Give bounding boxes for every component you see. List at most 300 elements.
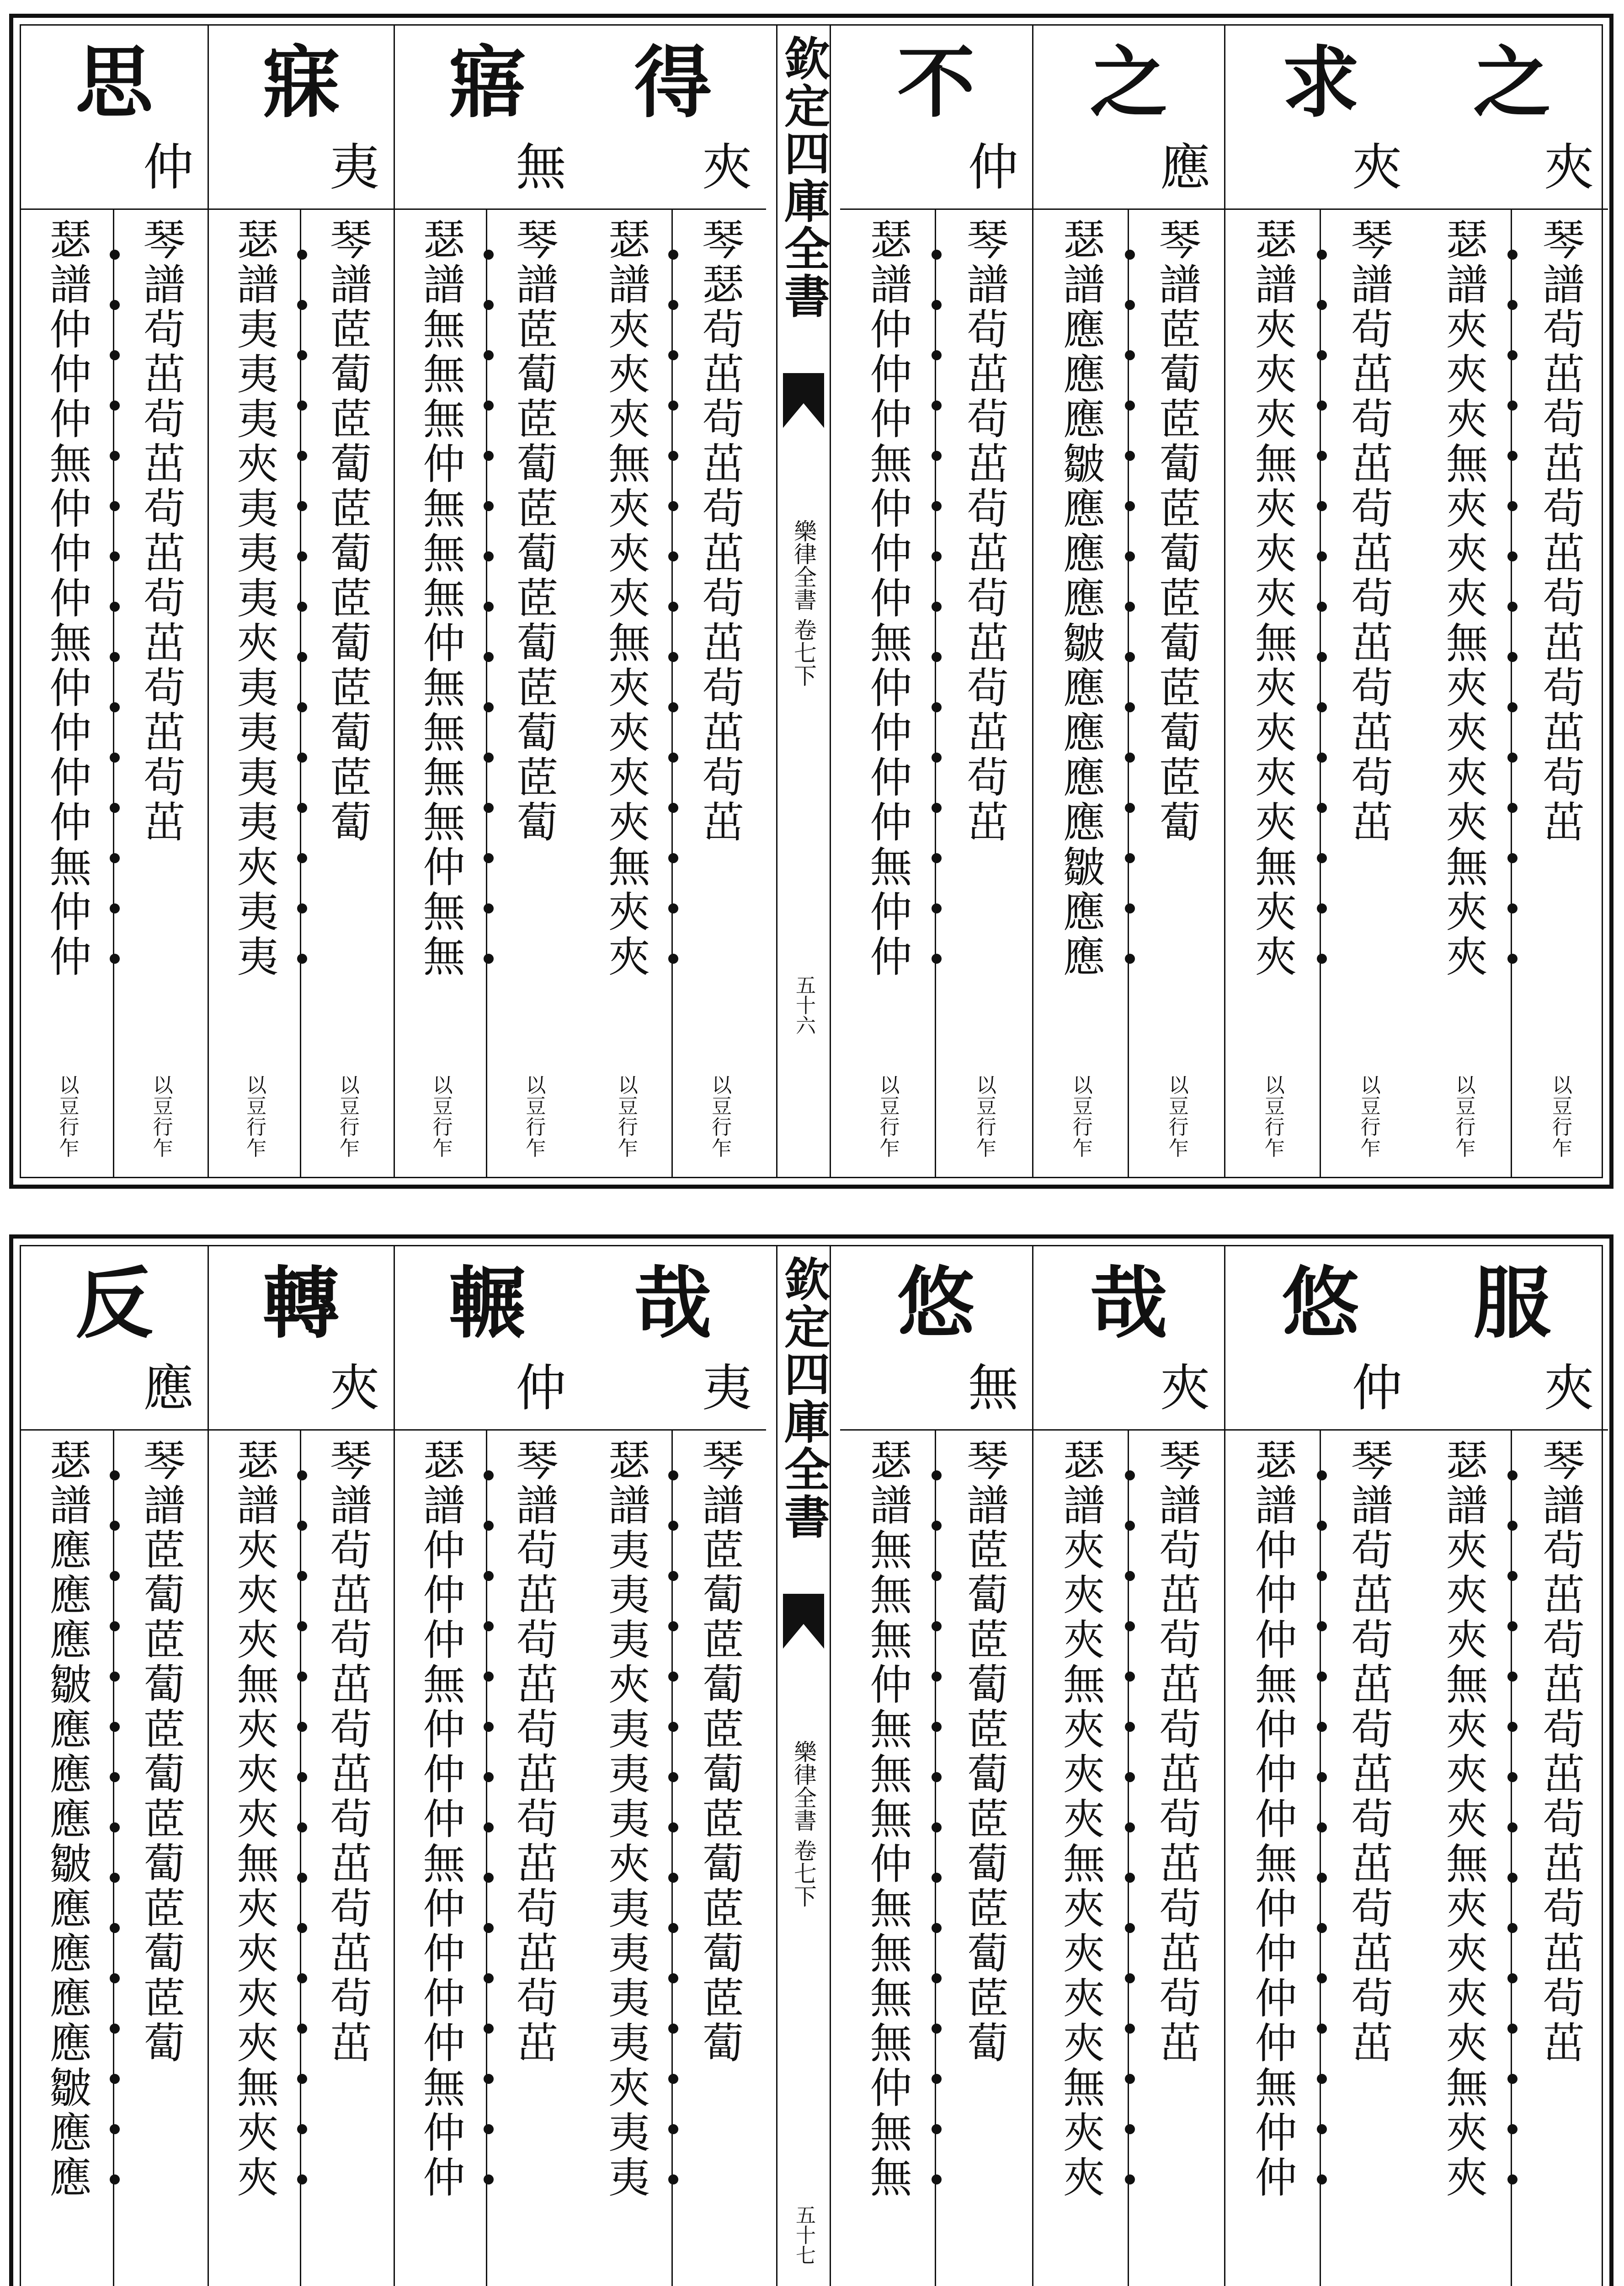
se-tablature-column xyxy=(1416,208,1512,1177)
fingering-note: 以豆行乍 xyxy=(1261,1074,1284,1159)
beat-dot xyxy=(297,551,307,561)
spine xyxy=(776,26,831,1177)
beat-dot xyxy=(484,2074,494,2084)
beat-dot xyxy=(1507,1521,1518,1531)
beat-dot xyxy=(1317,451,1327,461)
beat-dot xyxy=(932,753,942,763)
beat-dot xyxy=(297,250,307,260)
lyric-column xyxy=(840,1246,1032,2286)
fingering-note: 以豆行乍 xyxy=(973,1074,996,1159)
beat-dot xyxy=(1317,2174,1327,2185)
se-tablature-column xyxy=(580,1429,673,2286)
qin-tablature: 琴瑟茍茁茍茁茍茁茍茁茍茁茍茁 xyxy=(695,218,745,845)
spine-volume: 樂律全書 卷七下 xyxy=(790,1740,817,1907)
beat-dot xyxy=(1125,753,1135,763)
beat-dot xyxy=(110,1973,120,1983)
pitch-name: 應 xyxy=(1160,138,1210,197)
qin-tablature-column xyxy=(936,208,1032,1177)
beat-dot xyxy=(297,401,307,411)
beat-dot xyxy=(484,1672,494,1682)
beat-dot xyxy=(297,903,307,913)
se-tablature-column xyxy=(395,208,487,1177)
qin-tablature-column xyxy=(487,1429,580,2286)
beat-dots xyxy=(1312,208,1331,1177)
lyric-character: 哉 xyxy=(634,1258,712,1349)
beat-dot xyxy=(1317,2024,1327,2034)
qin-tablature-column xyxy=(114,1429,208,2286)
beat-dot xyxy=(110,1873,120,1883)
beat-dot xyxy=(484,1521,494,1531)
fingering-note: 以豆行乍 xyxy=(55,1074,79,1159)
beat-dot xyxy=(1507,1621,1518,1631)
beat-dot xyxy=(1317,1571,1327,1581)
beat-dot xyxy=(297,1722,307,1732)
beat-dot xyxy=(110,652,120,662)
beat-dot xyxy=(297,1923,307,1933)
beat-dot xyxy=(484,1873,494,1883)
beat-dot xyxy=(297,501,307,511)
beat-dot xyxy=(1125,1470,1135,1480)
beat-dot xyxy=(668,1621,678,1631)
qin-tablature: 琴譜茍茁茍茁茍茁茍茁茍茁茍茁 xyxy=(1344,218,1393,845)
se-tablature: 瑟譜夷夷夷夾夷夷夷夾夷夷夷夷夾夷夷 xyxy=(230,218,279,979)
beat-dot xyxy=(932,401,942,411)
beat-dot xyxy=(932,501,942,511)
beat-dot xyxy=(668,853,678,863)
se-tablature: 瑟譜應應應皺應應應皺應應應應皺應應 xyxy=(43,1438,92,2200)
qin-tablature: 琴譜茍茁茍茁茍茁茍茁茍茁茍茁 xyxy=(1152,1438,1201,2066)
beat-dots xyxy=(927,1429,945,2286)
beat-dot xyxy=(484,1973,494,1983)
beat-dots xyxy=(293,208,311,1177)
se-tablature-column xyxy=(209,208,301,1177)
lyric-character: 哉 xyxy=(1090,1258,1168,1349)
fingering-note: 以豆行乍 xyxy=(614,1074,638,1159)
beat-dot xyxy=(484,2124,494,2134)
se-tablature: 瑟譜夾夾夾無夾夾夾無夾夾夾夾無夾夾 xyxy=(1439,218,1488,979)
beat-dot xyxy=(1507,401,1518,411)
beat-dot xyxy=(110,853,120,863)
pitch-name: 仲 xyxy=(1352,1359,1402,1417)
fingering-note: 以豆行乍 xyxy=(1165,1074,1188,1159)
beat-dot xyxy=(484,1571,494,1581)
lyric-column xyxy=(1416,26,1608,1177)
beat-dot xyxy=(110,602,120,612)
beat-dot xyxy=(932,2074,942,2084)
beat-dot xyxy=(932,551,942,561)
beat-dot xyxy=(668,501,678,511)
beat-dot xyxy=(1507,551,1518,561)
beat-dot xyxy=(484,702,494,712)
beat-dot xyxy=(668,2024,678,2034)
beat-dots xyxy=(479,208,497,1177)
pitch-name: 仲 xyxy=(143,138,194,197)
lyric-column xyxy=(208,26,394,1177)
beat-dot xyxy=(668,451,678,461)
beat-dot xyxy=(1507,2024,1518,2034)
beat-dot xyxy=(668,954,678,964)
beat-dot xyxy=(1507,2074,1518,2084)
se-tablature: 瑟譜無無無仲無無無仲無無無無仲無無 xyxy=(416,218,465,979)
beat-dot xyxy=(110,903,120,913)
beat-dot xyxy=(1507,451,1518,461)
qin-tablature: 琴譜茍茁茍茁茍茁茍茁茍茁茍茁 xyxy=(509,1438,559,2066)
beat-dot xyxy=(932,702,942,712)
beat-dot xyxy=(1317,401,1327,411)
beat-dot xyxy=(1507,1722,1518,1732)
pitch-name: 仲 xyxy=(516,1359,566,1417)
beat-dots xyxy=(105,208,123,1177)
beat-dot xyxy=(1317,1973,1327,1983)
beat-dot xyxy=(1317,1470,1327,1480)
beat-dot xyxy=(668,803,678,813)
beat-dot xyxy=(668,350,678,360)
se-tablature-column xyxy=(840,208,936,1177)
beat-dot xyxy=(484,602,494,612)
beat-dot xyxy=(932,1873,942,1883)
beat-dot xyxy=(1317,1822,1327,1832)
beat-dot xyxy=(1317,1923,1327,1933)
beat-dot xyxy=(1125,2074,1135,2084)
beat-dot xyxy=(297,1470,307,1480)
se-tablature: 瑟譜夾夾夾無夾夾夾無夾夾夾夾無夾夾 xyxy=(1439,1438,1488,2200)
beat-dot xyxy=(1507,1822,1518,1832)
beat-dot xyxy=(1317,1873,1327,1883)
qin-tablature-column xyxy=(1321,1429,1416,2286)
beat-dot xyxy=(110,1571,120,1581)
beat-dot xyxy=(484,350,494,360)
beat-dot xyxy=(1317,954,1327,964)
pitch-name: 夾 xyxy=(330,1359,380,1417)
beat-dot xyxy=(110,501,120,511)
beat-dot xyxy=(1125,652,1135,662)
beat-dot xyxy=(110,1772,120,1782)
beat-dot xyxy=(110,2074,120,2084)
beat-dot xyxy=(1125,1923,1135,1933)
beat-dot xyxy=(1507,2174,1518,2185)
beat-dot xyxy=(1507,300,1518,310)
se-tablature: 瑟譜夷夷夷夾夷夷夷夾夷夷夷夷夾夷夷 xyxy=(601,1438,650,2200)
fingering-note: 以豆行乍 xyxy=(1069,1074,1092,1159)
lyric-character: 反 xyxy=(75,1258,153,1349)
beat-dot xyxy=(297,1822,307,1832)
beat-dot xyxy=(1125,451,1135,461)
beat-dot xyxy=(110,2024,120,2034)
beat-dot xyxy=(484,954,494,964)
qin-tablature: 琴譜茝蔔茝蔔茝蔔茝蔔茝蔔茝蔔 xyxy=(323,218,372,845)
fingering-note: 以豆行乍 xyxy=(1357,1074,1380,1159)
se-tablature-column xyxy=(21,1429,114,2286)
beat-dot xyxy=(484,300,494,310)
beat-dot xyxy=(932,250,942,260)
lyric-column xyxy=(394,1246,580,2286)
beat-dot xyxy=(484,903,494,913)
beat-dot xyxy=(484,1470,494,1480)
qin-tablature: 琴譜茝蔔茝蔔茝蔔茝蔔茝蔔茝蔔 xyxy=(960,1438,1009,2066)
se-tablature: 瑟譜夾夾夾無夾夾夾無夾夾夾夾無夾夾 xyxy=(1248,218,1297,979)
beat-dot xyxy=(297,350,307,360)
beat-dot xyxy=(1317,1722,1327,1732)
beat-dot xyxy=(668,1470,678,1480)
beat-dot xyxy=(110,401,120,411)
beat-dot xyxy=(1125,853,1135,863)
beat-dot xyxy=(297,2024,307,2034)
beat-dot xyxy=(932,300,942,310)
beat-dot xyxy=(110,551,120,561)
lyric-column xyxy=(1224,1246,1416,2286)
fingering-note: 以豆行乍 xyxy=(522,1074,546,1159)
fingering-note: 以豆行乍 xyxy=(335,1074,359,1159)
beat-dot xyxy=(297,2074,307,2084)
beat-dot xyxy=(1317,350,1327,360)
lyric-column xyxy=(840,26,1032,1177)
pitch-name: 無 xyxy=(968,1359,1018,1417)
se-tablature-column xyxy=(580,208,673,1177)
beat-dot xyxy=(1317,853,1327,863)
beat-dot xyxy=(484,250,494,260)
beat-dot xyxy=(668,1521,678,1531)
pitch-name: 無 xyxy=(516,138,566,197)
lyric-column xyxy=(1224,26,1416,1177)
beat-dot xyxy=(484,652,494,662)
beat-dot xyxy=(1317,1672,1327,1682)
fingering-note: 以豆行乍 xyxy=(876,1074,900,1159)
lyric-character: 得 xyxy=(634,37,712,128)
fish-tail-mark xyxy=(783,1594,824,1649)
qin-tablature: 琴譜茍茁茍茁茍茁茍茁茍茁茍茁 xyxy=(1536,1438,1585,2066)
beat-dot xyxy=(1125,300,1135,310)
beat-dot xyxy=(110,2124,120,2134)
beat-dot xyxy=(297,702,307,712)
beat-dot xyxy=(110,1672,120,1682)
beat-dot xyxy=(932,803,942,813)
lyric-character: 求 xyxy=(1282,37,1360,128)
beat-dot xyxy=(932,1973,942,1983)
qin-tablature: 琴譜茝蔔茝蔔茝蔔茝蔔茝蔔茝蔔 xyxy=(695,1438,745,2066)
beat-dot xyxy=(1507,350,1518,360)
beat-dot xyxy=(110,1470,120,1480)
qin-tablature-column xyxy=(936,1429,1032,2286)
page-frame xyxy=(20,24,1603,1178)
beat-dot xyxy=(297,853,307,863)
beat-dot xyxy=(668,1973,678,1983)
beat-dot xyxy=(668,401,678,411)
beat-dot xyxy=(1125,1772,1135,1782)
beat-dot xyxy=(484,551,494,561)
se-tablature-column xyxy=(1416,1429,1512,2286)
fingering-note: 以豆行乍 xyxy=(1452,1074,1475,1159)
beat-dot xyxy=(297,954,307,964)
beat-dot xyxy=(1317,501,1327,511)
pitch-name: 仲 xyxy=(968,138,1018,197)
se-tablature: 瑟譜夾夾夾無夾夾夾無夾夾夾夾無夾夾 xyxy=(1056,1438,1105,2200)
beat-dot xyxy=(1317,702,1327,712)
beat-dot xyxy=(297,1672,307,1682)
beat-dot xyxy=(1125,1621,1135,1631)
beat-dot xyxy=(932,1621,942,1631)
lyric-character: 之 xyxy=(1090,37,1168,128)
beat-dot xyxy=(1317,300,1327,310)
beat-dot xyxy=(932,1722,942,1732)
beat-dot xyxy=(1125,1973,1135,1983)
beat-dot xyxy=(1125,1672,1135,1682)
se-tablature: 瑟譜仲仲仲無仲仲仲無仲仲仲仲無仲仲 xyxy=(416,1438,465,2200)
se-tablature: 瑟譜夾夾夾無夾夾夾無夾夾夾夾無夾夾 xyxy=(230,1438,279,2200)
beat-dot xyxy=(668,1772,678,1782)
beat-dot xyxy=(1507,1923,1518,1933)
beat-dot xyxy=(668,903,678,913)
beat-dot xyxy=(932,1772,942,1782)
pitch-name: 夷 xyxy=(702,1359,752,1417)
qin-tablature: 琴譜茝蔔茝蔔茝蔔茝蔔茝蔔茝蔔 xyxy=(509,218,559,845)
beat-dot xyxy=(1507,803,1518,813)
beat-dot xyxy=(110,1521,120,1531)
beat-dot xyxy=(297,652,307,662)
lyric-character: 不 xyxy=(897,37,975,128)
beat-dot xyxy=(668,1722,678,1732)
beat-dot xyxy=(1125,602,1135,612)
fingering-note: 以豆行乍 xyxy=(1549,1074,1572,1159)
beat-dot xyxy=(297,753,307,763)
beat-dot xyxy=(1317,1621,1327,1631)
beat-dot xyxy=(1507,2124,1518,2134)
lyric-column xyxy=(21,1246,208,2286)
qin-tablature: 琴譜茝蔔茝蔔茝蔔茝蔔茝蔔茝蔔 xyxy=(1152,218,1201,845)
beat-dot xyxy=(932,903,942,913)
fingering-note: 以豆行乍 xyxy=(708,1074,732,1159)
beat-dot xyxy=(668,250,678,260)
lyric-column xyxy=(580,1246,767,2286)
beat-dot xyxy=(484,2024,494,2034)
beat-dot xyxy=(932,2024,942,2034)
lyric-column xyxy=(394,26,580,1177)
se-tablature: 瑟譜仲仲仲無仲仲仲無仲仲仲仲無仲仲 xyxy=(43,218,92,979)
beat-dot xyxy=(668,300,678,310)
lyric-character: 寤 xyxy=(448,37,527,128)
beat-dot xyxy=(1125,1722,1135,1732)
spine xyxy=(776,1246,831,2286)
beat-dot xyxy=(297,2124,307,2134)
beat-dot xyxy=(932,954,942,964)
beat-dot xyxy=(932,652,942,662)
beat-dot xyxy=(1317,803,1327,813)
beat-dot xyxy=(110,250,120,260)
beat-dot xyxy=(110,753,120,763)
page-top xyxy=(9,14,1613,1189)
beat-dot xyxy=(1317,602,1327,612)
beat-dot xyxy=(297,1621,307,1631)
lyric-character: 悠 xyxy=(1282,1258,1360,1349)
se-tablature-column xyxy=(1225,208,1321,1177)
beat-dot xyxy=(484,1722,494,1732)
beat-dot xyxy=(110,451,120,461)
beat-dots xyxy=(1120,1429,1139,2286)
beat-dot xyxy=(932,2124,942,2134)
beat-dot xyxy=(932,1521,942,1531)
spine-title: 欽定四庫全書 xyxy=(777,1255,831,1541)
beat-dot xyxy=(668,652,678,662)
beat-dot xyxy=(1317,1521,1327,1531)
se-tablature: 瑟譜應應應皺應應應皺應應應應皺應應 xyxy=(1056,218,1105,979)
beat-dot xyxy=(297,1973,307,1983)
page-bottom xyxy=(9,1234,1613,2286)
beat-dot xyxy=(1317,2074,1327,2084)
lyric-character: 思 xyxy=(75,37,153,128)
beat-dot xyxy=(110,2174,120,2185)
qin-tablature-column xyxy=(1512,208,1608,1177)
beat-dot xyxy=(1507,1973,1518,1983)
beat-dot xyxy=(668,702,678,712)
beat-dot xyxy=(484,1822,494,1832)
beat-dot xyxy=(1125,1822,1135,1832)
se-tablature-column xyxy=(395,1429,487,2286)
beat-dot xyxy=(110,1722,120,1732)
lyric-character: 輾 xyxy=(448,1258,527,1349)
lyric-column xyxy=(21,26,208,1177)
beat-dot xyxy=(1125,954,1135,964)
beat-dot xyxy=(1125,803,1135,813)
beat-dot xyxy=(297,1521,307,1531)
pitch-name: 夾 xyxy=(1352,138,1402,197)
pitch-name: 夾 xyxy=(702,138,752,197)
beat-dot xyxy=(932,1923,942,1933)
beat-dot xyxy=(668,1923,678,1933)
se-tablature: 瑟譜無無無仲無無無仲無無無無仲無無 xyxy=(863,1438,912,2200)
beat-dot xyxy=(1317,903,1327,913)
spine-title: 欽定四庫全書 xyxy=(777,35,831,320)
pitch-name: 夾 xyxy=(1544,138,1594,197)
beat-dot xyxy=(484,2174,494,2185)
beat-dot xyxy=(668,602,678,612)
beat-dots xyxy=(664,208,682,1177)
beat-dots xyxy=(664,1429,682,2286)
beat-dot xyxy=(297,1772,307,1782)
se-tablature-column xyxy=(1033,1429,1129,2286)
lyric-column xyxy=(580,26,767,1177)
qin-tablature: 琴譜茝蔔茝蔔茝蔔茝蔔茝蔔茝蔔 xyxy=(136,1438,186,2066)
beat-dot xyxy=(1507,652,1518,662)
qin-tablature-column xyxy=(1129,208,1225,1177)
beat-dots xyxy=(1503,208,1521,1177)
beat-dot xyxy=(484,1621,494,1631)
se-tablature-column xyxy=(21,208,114,1177)
beat-dots xyxy=(105,1429,123,2286)
lyric-character: 轉 xyxy=(262,1258,340,1349)
qin-tablature-column xyxy=(1321,208,1416,1177)
beat-dot xyxy=(484,853,494,863)
beat-dot xyxy=(110,350,120,360)
beat-dot xyxy=(668,551,678,561)
beat-dot xyxy=(1507,1571,1518,1581)
beat-dot xyxy=(110,1621,120,1631)
se-tablature-column xyxy=(1225,1429,1321,2286)
lyric-character: 服 xyxy=(1473,1258,1551,1349)
beat-dot xyxy=(1125,250,1135,260)
pitch-name: 應 xyxy=(143,1359,194,1417)
beat-dot xyxy=(297,803,307,813)
qin-tablature-column xyxy=(114,208,208,1177)
beat-dot xyxy=(1507,250,1518,260)
lyric-character: 悠 xyxy=(897,1258,975,1349)
beat-dot xyxy=(668,2124,678,2134)
beat-dot xyxy=(1317,652,1327,662)
beat-dot xyxy=(668,1571,678,1581)
beat-dot xyxy=(1317,250,1327,260)
beat-dot xyxy=(484,401,494,411)
beat-dots xyxy=(1503,1429,1521,2286)
beat-dot xyxy=(1125,501,1135,511)
pitch-name: 夷 xyxy=(330,138,380,197)
